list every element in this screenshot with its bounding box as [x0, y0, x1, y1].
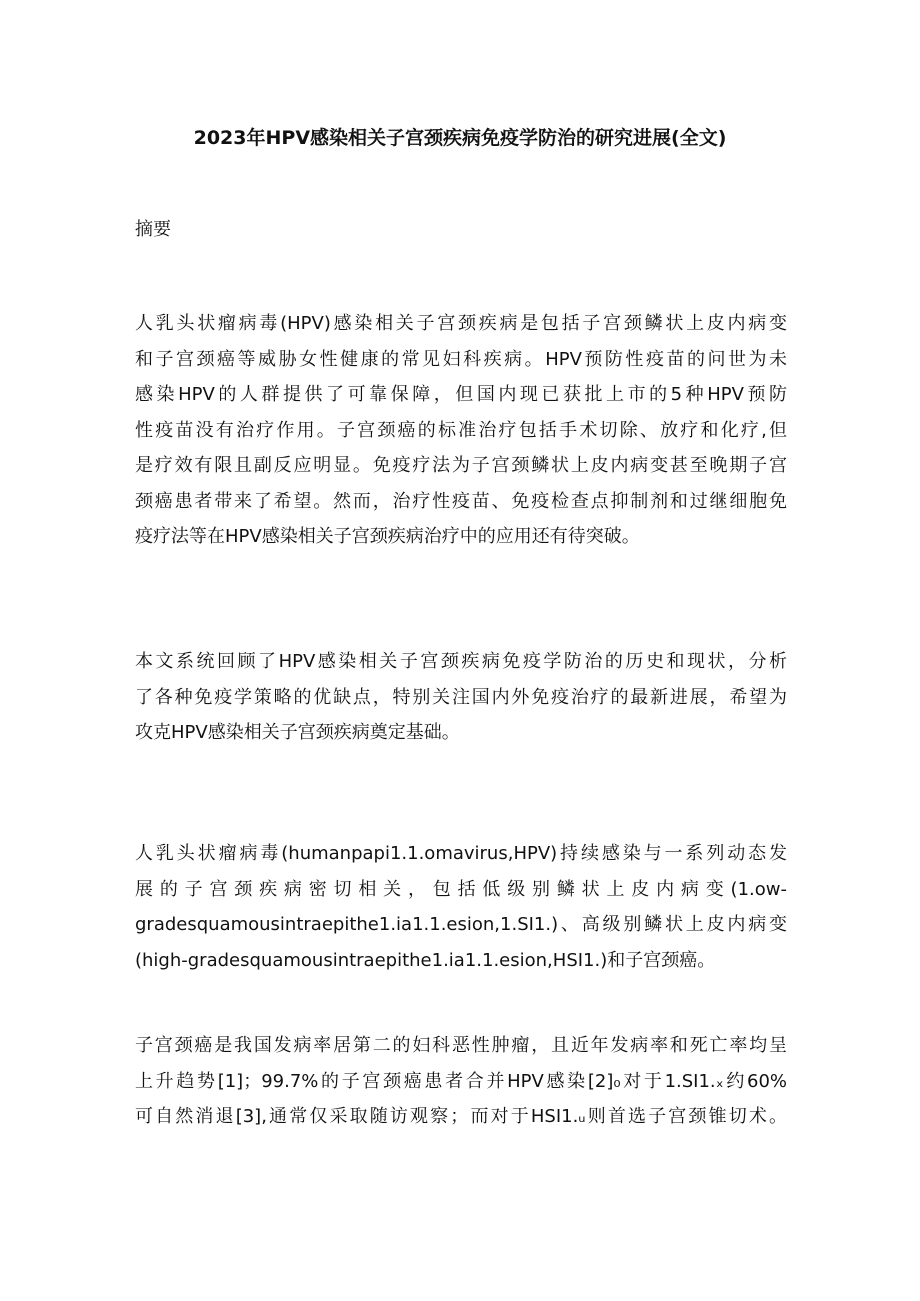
- text-line: 和子宫颈癌等威胁女性健康的常见妇科疾病。HPV预防性疫苗的问世为未: [135, 348, 787, 370]
- text-line: 展的子宫颈疾病密切相关，包括低级别鳞状上皮内病变(1.ow-: [135, 878, 787, 900]
- paragraph-body-1: [135, 836, 787, 978]
- document-title: 2023年HPV感染相关子宫颈疾病免疫学防治的研究进展(全文): [193, 127, 727, 149]
- text-line: 上升趋势[1]；99.7%的子宫颈癌患者合并HPV感染[2]₀对于1.SI1.ₓ约60%: [135, 1070, 787, 1092]
- text-line: 人乳头状瘤病毒(HPV)感染相关子宫颈疾病是包括子宫颈鳞状上皮内病变: [135, 313, 787, 334]
- text-line: 可自然消退[3],通常仅采取随访观察；而对于HSI1.ᵤ则首选子宫颈锥切术。: [135, 1106, 787, 1127]
- text-line: 本文系统回顾了HPV感染相关子宫颈疾病免疫学防治的历史和现状，分析: [135, 651, 787, 672]
- text-line: (high-gradesquamousintraepithe1.ia1.1.esion,HSI1.)和子宫颈癌。: [135, 949, 716, 971]
- text-line: 子宫颈癌是我国发病率居第二的妇科恶性肿瘤，且近年发病率和死亡率均呈: [135, 1035, 787, 1056]
- text-line: 攻克HPV感染相关子宫颈疾病奠定基础。: [135, 722, 460, 743]
- text-line: 人乳头状瘤病毒(humanpapi1.1.omavirus,HPV)持续感染与一系列动态发: [135, 843, 787, 864]
- paragraph-abstract-1: [135, 306, 787, 555]
- text-line: 性疫苗没有治疗作用。子宫颈癌的标准治疗包括手术切除、放疗和化疗,但: [135, 419, 787, 441]
- text-line: 疫疗法等在HPV感染相关子宫颈疾病治疗中的应用还有待突破。: [135, 526, 640, 547]
- paragraph-abstract-2: [135, 644, 787, 751]
- text-line: 是疗效有限且副反应明显。免疫疗法为子宫颈鳞状上皮内病变甚至晚期子宫: [135, 455, 787, 476]
- text-line: gradesquamousintraepithe1.ia1.1.esion,1.SI1.)、高级别鳞状上皮内病变: [135, 914, 787, 935]
- abstract-heading: 摘要: [135, 219, 171, 240]
- text-line: 了各种免疫学策略的优缺点，特别关注国内外免疫治疗的最新进展，希望为: [135, 686, 787, 708]
- paragraph-body-2: [135, 1028, 787, 1135]
- text-line: 颈癌患者带来了希望。然而，治疗性疫苗、免疫检查点抑制剂和过继细胞免: [135, 490, 787, 512]
- text-line: 感染HPV的人群提供了可靠保障，但国内现已获批上市的5种HPV预防: [135, 384, 787, 405]
